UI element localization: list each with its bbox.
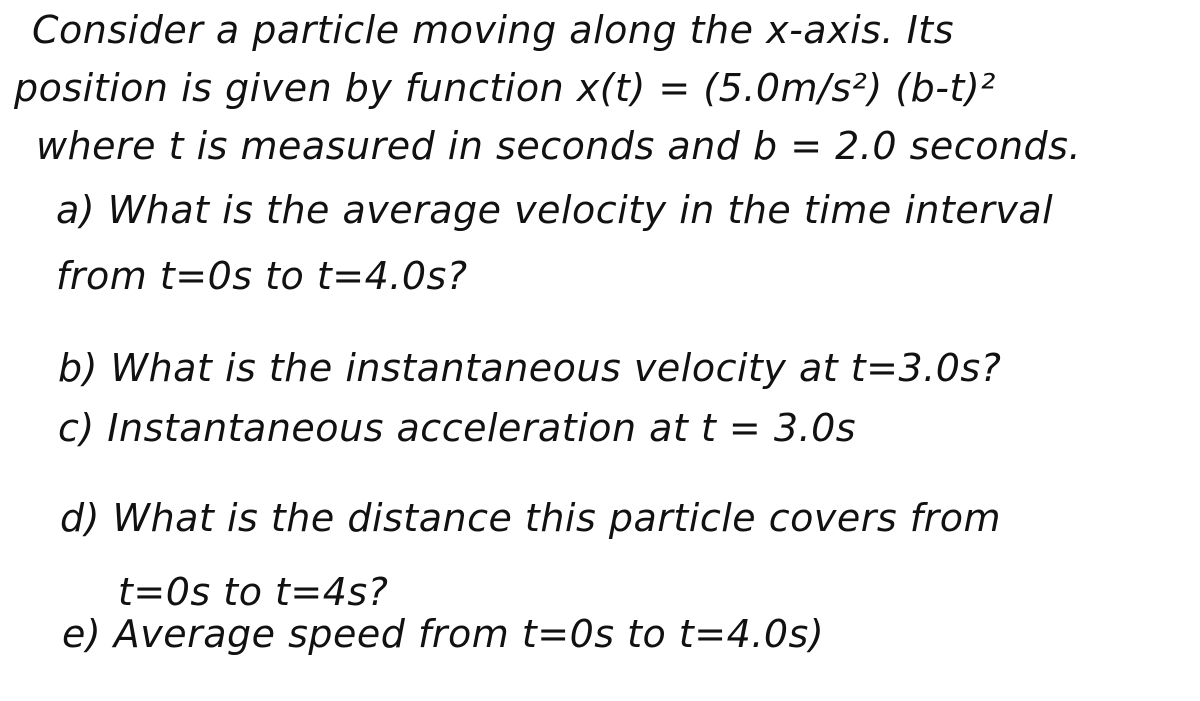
question-b: b) What is the instantaneous velocity at t=3.0s? bbox=[58, 346, 1002, 390]
problem-intro-line-1: Consider a particle moving along the x-axis. Its bbox=[32, 8, 954, 52]
question-d-line-1: d) What is the distance this particle covers from bbox=[60, 496, 1002, 540]
question-e: e) Average speed from t=0s to t=4.0s) bbox=[62, 612, 825, 656]
question-a-line-1: a) What is the average velocity in the time interval bbox=[56, 188, 1054, 232]
problem-intro-line-2: position is given by function x(t) = (5.0m/s²) (b-t)² bbox=[14, 66, 996, 110]
problem-intro-line-3: where t is measured in seconds and b = 2.0 seconds. bbox=[36, 124, 1082, 168]
question-d-line-2: t=0s to t=4s? bbox=[118, 570, 389, 614]
question-a-line-2: from t=0s to t=4.0s? bbox=[56, 254, 468, 298]
question-c: c) Instantaneous acceleration at t = 3.0s bbox=[58, 406, 857, 450]
